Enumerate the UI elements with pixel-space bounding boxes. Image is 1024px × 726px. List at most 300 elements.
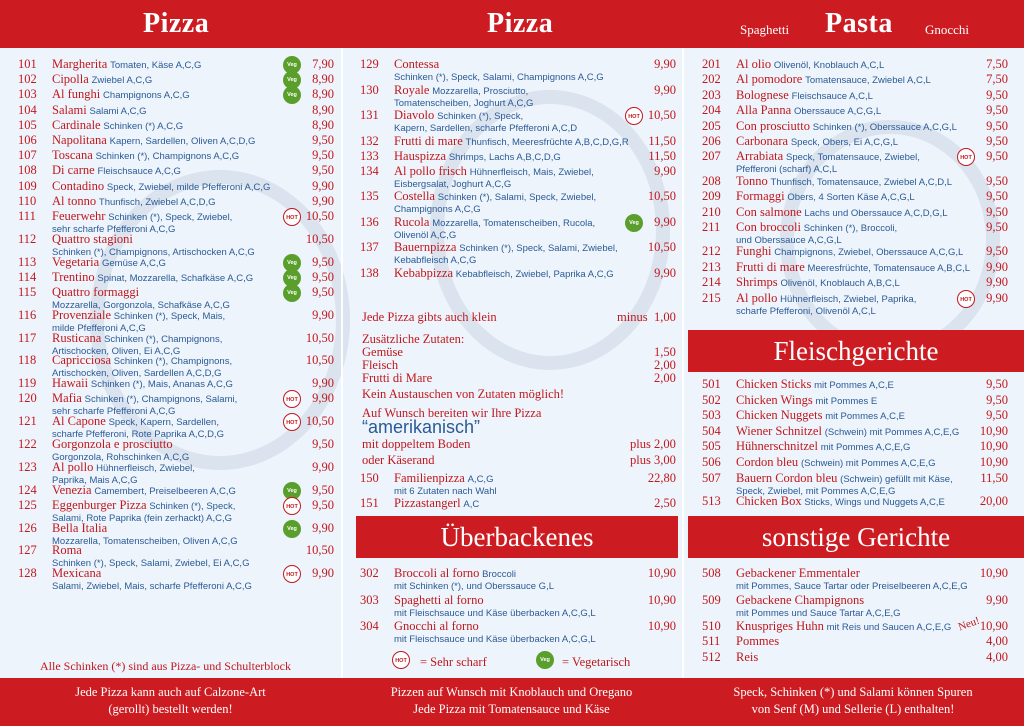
menu-item <box>360 241 676 267</box>
item-price: 9,90 <box>986 290 1008 305</box>
item-price: 9,50 <box>986 134 1008 148</box>
item-body <box>52 164 334 178</box>
item-description: Zwiebel A,C,G <box>91 75 153 87</box>
item-price: 9,50 <box>986 149 1008 164</box>
item-number: 132 <box>360 133 379 148</box>
hot-chili-icon: HOT <box>957 290 975 308</box>
item-name: Vegetaria <box>52 254 100 269</box>
menu-item <box>702 292 1008 318</box>
menu-item <box>702 89 1008 103</box>
item-body <box>394 58 676 84</box>
item-price: 10,50 <box>305 353 334 368</box>
item-price: 9,90 <box>312 566 334 581</box>
item-name: Pommes <box>736 634 780 649</box>
item-number: 101 <box>18 57 37 71</box>
item-price: 9,90 <box>986 259 1008 274</box>
menu-item <box>18 567 334 593</box>
item-name: Kebabpizza <box>394 265 453 280</box>
item-body <box>52 149 334 163</box>
menu-item <box>18 58 334 72</box>
menu-item <box>702 261 1008 275</box>
item-number: 125 <box>18 497 37 512</box>
item-body <box>52 195 334 209</box>
item-price: 9,90 <box>312 178 334 193</box>
item-price: 9,50 <box>986 220 1008 234</box>
item-number: 509 <box>702 592 721 607</box>
menu-item <box>702 456 1008 470</box>
vegetarian-icon: Veg <box>283 520 301 538</box>
item-price: 9,90 <box>312 391 334 406</box>
menu-item <box>702 409 1008 423</box>
item-description: Hühnerfleisch, Zwiebel, <box>96 462 195 474</box>
hot-chili-icon: HOT <box>283 565 301 583</box>
item-price: 8,90 <box>312 102 334 117</box>
footer-allergens-line2: von Senf (M) und Sellerie (L) enthalten! <box>751 702 955 716</box>
item-description: Schinken (*), Champignons, <box>113 356 233 368</box>
menu-item <box>360 216 676 242</box>
item-number: 124 <box>18 482 37 497</box>
item-name: Rusticana <box>52 330 102 345</box>
item-price: 9,50 <box>312 482 334 497</box>
item-body <box>736 206 1008 220</box>
menu-item <box>702 276 1008 290</box>
item-price: 9,90 <box>312 193 334 208</box>
item-description-line2: Salami, Rote Paprika (fein zerhackt) A,C,G <box>52 512 233 524</box>
zutaten-gemuese: Gemüse <box>362 345 403 359</box>
item-description: Speck, Tomatensauce, Zwiebel, <box>785 152 920 164</box>
item-price: 9,50 <box>986 118 1008 133</box>
item-description: Hühnerfleisch, Zwiebel, Paprika, <box>780 293 917 305</box>
item-description-line2: scharfe Pfefferoni, Olivenöl A,C,L <box>736 305 876 317</box>
menu-item <box>18 377 334 391</box>
item-number: 115 <box>18 285 37 299</box>
footer-allergens-line1: Speck, Schinken (*) und Salami können Spuren <box>733 685 973 699</box>
vegetarian-icon: Veg <box>283 284 301 302</box>
item-name: Funghi <box>736 244 772 259</box>
item-number: 114 <box>18 269 37 284</box>
item-description-line2: Champignons A,C,G <box>394 204 481 216</box>
item-body <box>736 58 1008 72</box>
amerikanisch-p4: plus 3,00 <box>630 453 676 467</box>
menu-item <box>360 58 676 84</box>
item-description: Oberssauce A,C,G,L <box>793 106 882 118</box>
item-number: 215 <box>702 290 721 305</box>
menu-item <box>360 135 676 149</box>
item-description-line2: milde Pfefferoni A,C,G <box>52 322 146 334</box>
item-description: Schinken (*), Speck, Salami, Zwiebel, <box>459 243 618 255</box>
item-name: Formaggi <box>736 189 785 204</box>
item-body <box>736 245 1008 259</box>
fleisch-band <box>688 330 1024 372</box>
item-price: 9,50 <box>312 285 334 299</box>
item-name: Provenziale <box>52 307 112 322</box>
item-description-line2: Artischocken, Oliven, Ei A,C,G <box>52 345 181 357</box>
item-body <box>394 190 676 216</box>
menu-item <box>18 73 334 87</box>
item-price: 10,90 <box>979 455 1008 469</box>
item-body <box>736 456 1008 470</box>
menu-item <box>18 164 334 178</box>
item-number: 127 <box>18 543 37 558</box>
item-name: Chicken Nuggets <box>736 408 823 423</box>
menu-item <box>702 394 1008 408</box>
sonstige-band <box>688 516 1024 558</box>
item-number: 203 <box>702 87 721 102</box>
item-body <box>394 135 676 149</box>
item-number: 510 <box>702 619 721 633</box>
hot-chili-icon: HOT <box>392 651 410 669</box>
item-price: 8,90 <box>312 72 334 87</box>
item-description: Speck, Kapern, Sardellen, <box>108 417 219 429</box>
item-description-line2: Schinken (*), Speck, Salami, Zwiebel, Ei A,C,G <box>52 558 250 570</box>
menu-item <box>18 484 334 498</box>
item-description: Schinken (*), Broccoli, <box>803 223 898 234</box>
item-price: 10,50 <box>647 189 676 204</box>
item-name: Bauern Cordon bleu <box>736 470 838 485</box>
column-divider <box>341 48 343 678</box>
item-number: 108 <box>18 163 37 178</box>
menu-item <box>360 190 676 216</box>
item-body <box>394 620 676 646</box>
column-divider <box>682 48 684 678</box>
menu-item <box>702 567 1008 593</box>
item-number: 135 <box>360 189 379 204</box>
footer-knoblauch-line1: Pizzen auf Wunsch mit Knoblauch und Oregano <box>390 685 633 699</box>
item-description: Thunfisch, Tomatensauce, Zwiebel A,C,D,L <box>770 176 953 188</box>
item-description-line2: mit 6 Zutaten nach Wahl <box>394 486 497 497</box>
zutaten-fleisch: Fleisch <box>362 358 399 372</box>
menu-item <box>702 190 1008 204</box>
item-number: 126 <box>18 520 37 535</box>
vegetarian-icon: Veg <box>283 56 301 74</box>
item-body <box>52 134 334 148</box>
item-description: Champignons A,C,G <box>103 90 190 102</box>
item-name: Reis <box>736 649 759 664</box>
item-number: 208 <box>702 173 721 188</box>
menu-item <box>702 440 1008 454</box>
item-body <box>736 495 1008 509</box>
item-number: 134 <box>360 163 379 178</box>
item-name: Al pollo <box>736 290 778 305</box>
item-number: 121 <box>18 414 37 429</box>
item-description: Schinken (*), Speck, Mais, <box>113 310 226 322</box>
item-price: 9,50 <box>986 204 1008 219</box>
item-description-line2: mit Fleischsauce und Käse überbacken A,C,G,L <box>394 607 596 619</box>
item-name: Hauspizza <box>394 148 447 163</box>
item-number: 104 <box>18 102 37 117</box>
item-price: 10,50 <box>305 209 334 223</box>
menu-item <box>18 180 334 194</box>
vegetarian-icon: Veg <box>283 269 301 287</box>
item-name: Bauernpizza <box>394 240 457 255</box>
item-name: Contessa <box>394 57 440 71</box>
menu-item <box>18 149 334 163</box>
item-description: mit Pommes A,C,E,G <box>820 442 911 454</box>
item-number: 105 <box>18 117 37 132</box>
klein-label: Jede Pizza gibts auch klein <box>362 310 497 324</box>
item-price: 4,00 <box>986 634 1008 649</box>
menu-item <box>360 165 676 191</box>
item-number: 123 <box>18 459 37 474</box>
item-body <box>736 175 1008 189</box>
item-price: 9,50 <box>986 103 1008 118</box>
item-description-line2: mit Pommes und Sauce Tartar A,C,E,G <box>736 607 901 619</box>
item-description-line2: mit Fleischsauce und Käse überbacken A,C,G,L <box>394 634 596 645</box>
item-price: 9,50 <box>312 497 334 512</box>
item-price: 9,50 <box>312 254 334 269</box>
item-price: 9,50 <box>986 189 1008 204</box>
item-description: Schinken (*), Salami, Speck, Zwiebel, <box>437 192 597 204</box>
item-description: mit Pommes E <box>815 395 878 407</box>
footer-calzone <box>0 684 341 718</box>
menu-item <box>702 651 1008 665</box>
item-description: Speck, Zwiebel, milde Pfefferoni A,C,G <box>106 181 271 193</box>
item-body <box>736 409 1008 423</box>
item-price: 2,50 <box>654 496 676 510</box>
zutaten-fleisch-price: 2,00 <box>654 358 676 372</box>
item-description: Meeresfrüchte, Tomatensauce A,B,C,L <box>807 262 970 274</box>
item-name: Gnocchi al forno <box>394 619 479 633</box>
item-name: Toscana <box>52 148 93 163</box>
zutaten-title: Zusätzliche Zutaten: <box>362 332 465 346</box>
item-name: Royale <box>394 82 430 97</box>
item-description-line2: Speck, Zwiebel, mit Pommes A,C,E,G <box>736 485 896 497</box>
amerikanisch-line4: oder Käserand <box>362 453 435 467</box>
item-body <box>736 261 1008 275</box>
item-price: 8,90 <box>312 117 334 132</box>
hot-chili-icon: HOT <box>957 148 975 166</box>
menu-item <box>360 472 676 498</box>
item-body <box>736 221 1008 247</box>
item-body <box>736 276 1008 290</box>
item-body <box>736 651 1008 665</box>
item-body <box>394 472 676 498</box>
item-description: Schinken (*), Oberssauce A,C,G,L <box>812 121 957 133</box>
item-name: Frutti di mare <box>736 259 805 274</box>
item-number: 213 <box>702 259 721 274</box>
item-price: 10,90 <box>647 592 676 607</box>
item-body <box>394 567 676 593</box>
item-description: Speck, Obers, Ei A,C,G,L <box>790 137 899 148</box>
item-description: Schinken (*), Champignons A,C,G <box>95 151 240 163</box>
item-number: 136 <box>360 214 379 229</box>
item-number: 513 <box>702 494 721 509</box>
item-name: Al olio <box>736 57 772 71</box>
item-name: Al pomodore <box>736 72 803 87</box>
item-body <box>52 104 334 118</box>
hot-chili-icon: HOT <box>283 208 301 226</box>
item-price: 10,50 <box>647 240 676 255</box>
item-description-line2: Gorgonzola, Rohschinken A,C,G <box>52 452 190 463</box>
item-name: Trentino <box>52 269 95 284</box>
item-description: Fleischsauce A,C,L <box>791 90 873 102</box>
item-description-line2: Eisbergsalat, Joghurt A,C,G <box>394 178 512 190</box>
item-price: 10,90 <box>979 423 1008 438</box>
item-number: 116 <box>18 307 37 322</box>
item-number: 137 <box>360 240 379 255</box>
pasta-title: Pasta <box>825 8 893 39</box>
ueberbackenes-title: Überbackenes <box>440 522 594 552</box>
item-description: A,C,G <box>467 474 494 485</box>
neu-label: Neu! <box>956 614 982 634</box>
menu-item <box>702 245 1008 259</box>
footer-calzone-line2: (gerollt) bestellt werden! <box>108 702 233 716</box>
item-name: Bolognese <box>736 87 789 102</box>
menu-item <box>702 120 1008 134</box>
menu-item <box>18 256 334 270</box>
item-name: Quattro formaggi <box>52 285 140 299</box>
menu-item <box>18 119 334 133</box>
item-name: Al funghi <box>52 87 101 102</box>
menu-item <box>360 150 676 164</box>
item-number: 204 <box>702 103 721 118</box>
item-price: 10,90 <box>979 619 1008 633</box>
item-description-line2: und Oberssauce A,C,G,L <box>736 235 842 246</box>
item-body <box>394 594 676 620</box>
item-number: 112 <box>18 231 37 246</box>
item-name: Shrimps <box>736 275 778 290</box>
menu-item <box>702 635 1008 649</box>
item-price: 11,50 <box>980 470 1008 485</box>
item-description-line2: Olivenöl A,C,G <box>394 229 457 241</box>
item-number: 119 <box>18 376 37 391</box>
fleisch-title: Fleischgerichte <box>773 336 939 366</box>
item-name: Capricciosa <box>52 353 112 368</box>
item-description-line2: Schinken (*), Champignons, Artischocken A,C,G <box>52 246 255 258</box>
menu-item <box>702 150 1008 176</box>
amerikanisch-line3: mit doppeltem Boden <box>362 437 471 451</box>
item-description: Fleischsauce A,C,G <box>97 166 181 178</box>
item-description-line2: Artischocken, Oliven, Sardellen A,C,D,G <box>52 368 222 380</box>
item-name: Eggenburger Pizza <box>52 497 147 512</box>
item-name: Mexicana <box>52 566 102 581</box>
menu-item <box>360 594 676 620</box>
menu-item <box>702 175 1008 189</box>
item-number: 212 <box>702 244 721 259</box>
item-name: Al pollo frisch <box>394 163 467 178</box>
menu-item <box>702 495 1008 509</box>
item-number: 206 <box>702 134 721 148</box>
menu-item <box>360 84 676 110</box>
item-description: Kapern, Sardellen, Oliven A,C,D,G <box>109 136 256 147</box>
menu-item <box>360 620 676 646</box>
item-body <box>736 567 1008 593</box>
item-name: Familienpizza <box>394 471 465 485</box>
item-number: 205 <box>702 118 721 133</box>
item-description: Spinat, Mozzarella, Schafkäse A,C,G <box>97 272 254 284</box>
item-price: 10,90 <box>979 439 1008 454</box>
item-name: Roma <box>52 543 82 558</box>
hot-chili-icon: HOT <box>283 413 301 431</box>
item-description-line2: Schinken (*), Speck, Salami, Champignons A,C,G <box>394 72 604 83</box>
menu-item <box>702 73 1008 87</box>
item-body <box>394 165 676 191</box>
item-description: A,C <box>463 499 480 510</box>
menu-item <box>18 104 334 118</box>
item-price: 9,50 <box>312 269 334 284</box>
amerikanisch-line1: Auf Wunsch bereiten wir Ihre Pizza <box>362 406 542 420</box>
amerikanisch-word: “amerikanisch” <box>362 417 481 437</box>
item-price: 8,90 <box>312 87 334 102</box>
item-description: Schinken (*), Mais, Ananas A,C,G <box>90 379 233 391</box>
item-description: Thunfisch, Zwiebel A,C,D,G <box>98 196 216 208</box>
item-name: Con broccoli <box>736 220 801 234</box>
vegetarian-icon: Veg <box>283 254 301 272</box>
item-price: 9,90 <box>654 57 676 71</box>
item-description: mit Pommes A,C,E <box>825 411 905 423</box>
item-body <box>736 135 1008 149</box>
item-body <box>394 84 676 110</box>
item-name: Napolitana <box>52 133 107 147</box>
zutaten-gemuese-price: 1,50 <box>654 345 676 359</box>
item-price: 11,50 <box>648 133 676 148</box>
item-number: 113 <box>18 254 37 269</box>
item-body <box>52 180 334 194</box>
item-name: Hawaii <box>52 376 89 391</box>
item-body <box>52 119 334 133</box>
item-name: Al Capone <box>52 414 106 429</box>
item-description-line2: mit Pommes, Sauce Tartar oder Preiselbeeren A,C,E,G <box>736 581 968 592</box>
item-body <box>736 440 1008 454</box>
item-number: 503 <box>702 408 721 423</box>
item-description-line2: Paprika, Mais A,C,G <box>52 474 138 486</box>
item-price: 10,50 <box>305 543 334 558</box>
item-number: 507 <box>702 470 721 485</box>
item-description: Tomatensauce, Zwiebel A,C,L <box>805 75 931 87</box>
item-price: 11,50 <box>648 148 676 163</box>
item-body <box>52 377 334 391</box>
item-price: 10,50 <box>647 108 676 122</box>
item-description-line2: Kapern, Sardellen, scharfe Pfefferoni A,C,D <box>394 123 578 134</box>
hot-chili-icon: HOT <box>283 497 301 515</box>
item-number: 512 <box>702 649 721 664</box>
item-description: Thunfisch, Meeresfrüchte A,B,C,D,G,R <box>465 136 629 148</box>
amerikanisch-p3: plus 2,00 <box>630 437 676 451</box>
item-name: Diavolo <box>394 108 435 122</box>
zutaten-frutti: Frutti di Mare <box>362 371 433 385</box>
item-price: 10,90 <box>647 566 676 580</box>
vegetarian-icon: Veg <box>536 651 554 669</box>
item-name: Knuspriges Huhn <box>736 619 824 633</box>
item-number: 111 <box>18 209 36 223</box>
item-description-line2: Mozzarella, Gorgonzola, Schafkäse A,C,G <box>52 300 230 311</box>
item-description-line2: Mozzarella, Tomatenscheiben, Oliven A,C,G <box>52 535 238 547</box>
zutaten-frutti-price: 2,00 <box>654 371 676 385</box>
legend-veg: = Vegetarisch <box>562 655 631 669</box>
item-number: 302 <box>360 566 379 580</box>
item-description: Hühnerfleisch, Mais, Zwiebel, <box>469 166 594 178</box>
item-body <box>736 425 1008 439</box>
item-number: 120 <box>18 391 37 406</box>
item-description-line2: sehr scharfe Pfefferoni A,C,G <box>52 406 176 418</box>
menu-item <box>702 221 1008 247</box>
legend-hot: = Sehr scharf <box>420 655 487 669</box>
hot-chili-icon: HOT <box>625 107 643 125</box>
item-name: Con salmone <box>736 204 802 219</box>
item-name: Arrabiata <box>736 149 784 164</box>
item-name: Feuerwehr <box>52 209 106 223</box>
item-name: Di carne <box>52 163 95 178</box>
item-description: Schinken (*), Speck, <box>437 111 524 122</box>
item-name: Venezia <box>52 482 92 497</box>
item-description: Schinken (*) A,C,G <box>103 120 184 132</box>
item-price: 9,50 <box>312 437 334 451</box>
item-description: Mozzarella, Tomatenscheiben, Rucola, <box>432 217 596 229</box>
item-price: 10,50 <box>305 330 334 345</box>
item-number: 138 <box>360 265 379 280</box>
sonstige-title: sonstige Gerichte <box>761 522 951 552</box>
item-number: 128 <box>18 566 37 581</box>
